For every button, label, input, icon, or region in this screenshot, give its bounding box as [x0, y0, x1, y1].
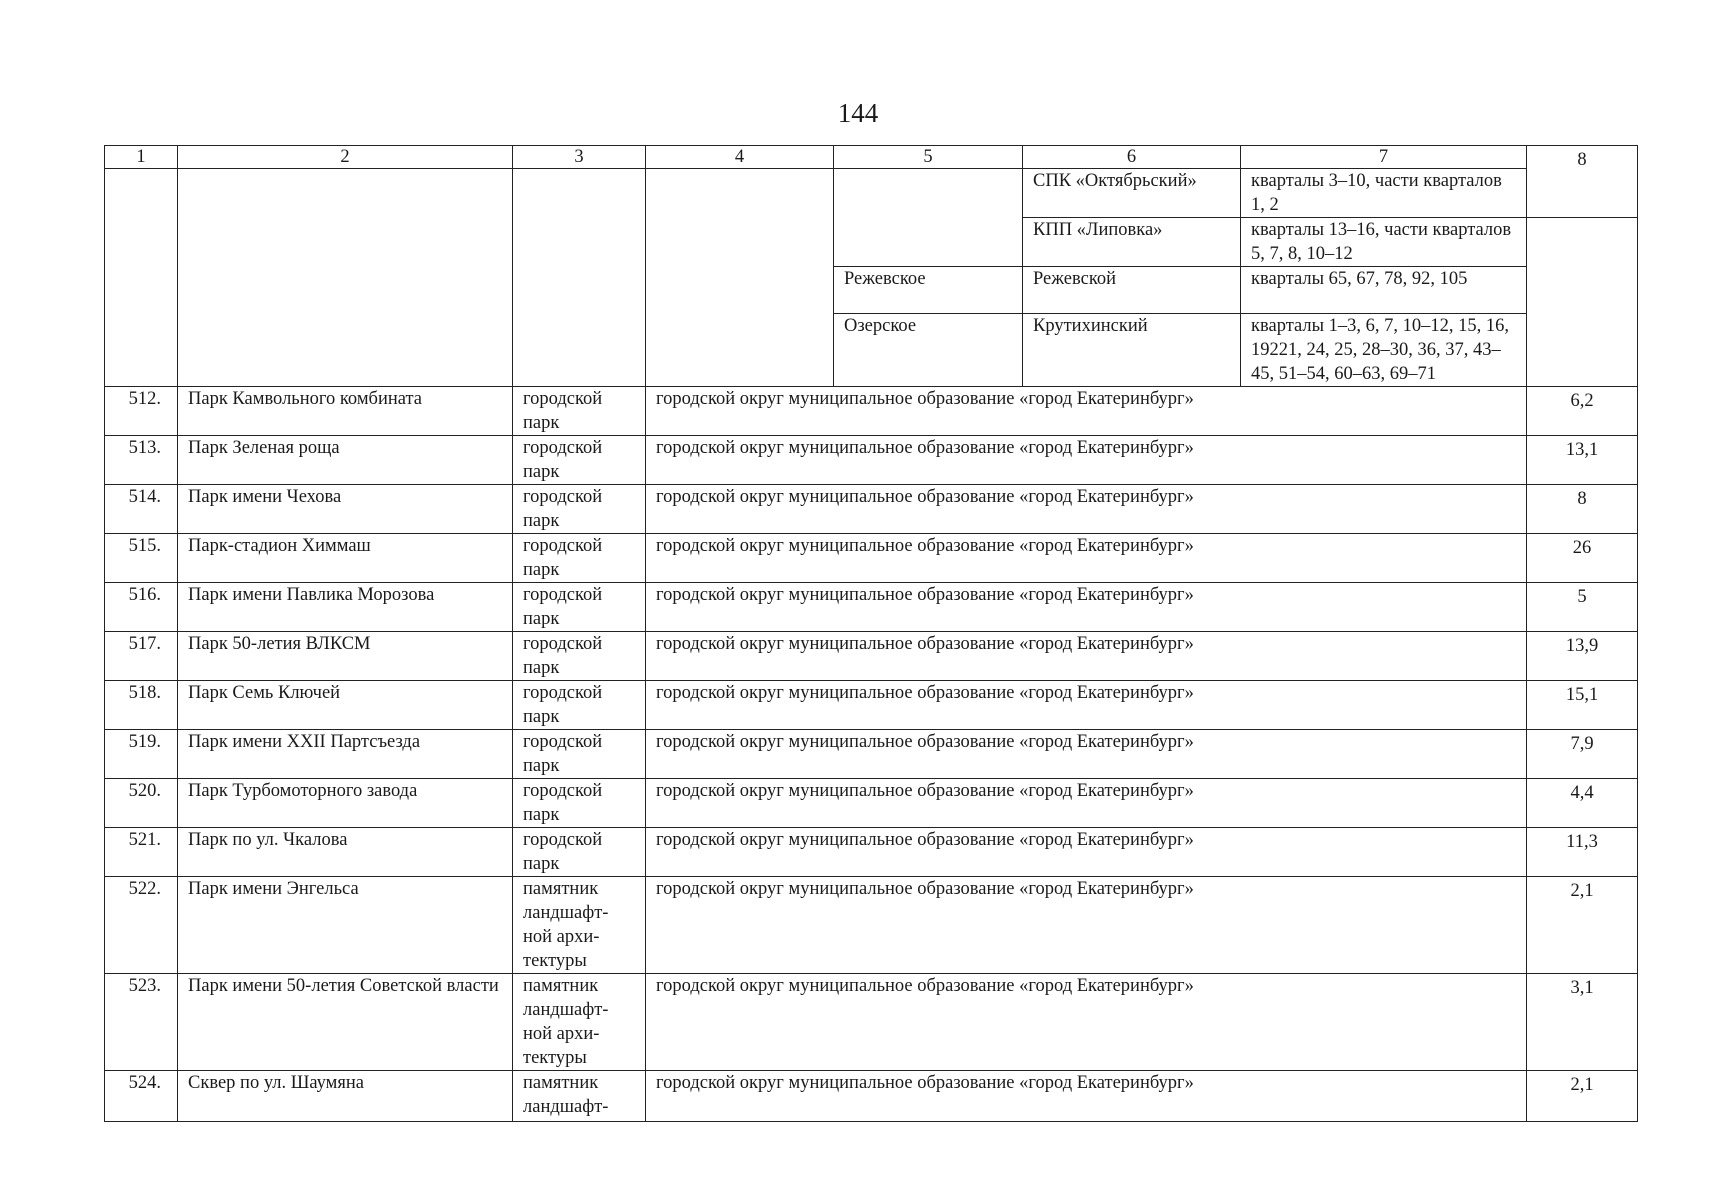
table-row [105, 1071, 1638, 1122]
table-row [105, 974, 1638, 1071]
row-number-cell: 519. [105, 730, 178, 779]
table-row [105, 828, 1638, 877]
area-cell: 6,2 [1527, 387, 1638, 436]
location-cell: городской округ муниципальное образование «город Екатеринбург» [646, 730, 1527, 779]
column-number-header: 5 [834, 146, 1023, 169]
table-row [105, 485, 1638, 534]
location-cell: городской округ муниципальное образование «город Екатеринбург» [646, 877, 1527, 974]
park-name-cell: Парк Камвольного комбината [178, 387, 513, 436]
park-type-cell: городской парк [513, 632, 646, 681]
row-number-cell: 520. [105, 779, 178, 828]
park-type-cell: городской парк [513, 485, 646, 534]
park-name-cell: Парк 50-летия ВЛКСМ [178, 632, 513, 681]
park-name-cell: Парк имени 50-летия Советской власти [178, 974, 513, 1071]
park-type-cell: городской парк [513, 436, 646, 485]
forestry-cell: Режевское [834, 267, 1023, 314]
protected-areas-table [104, 145, 1638, 1122]
column-number-header: 7 [1241, 146, 1527, 169]
park-name-cell: Парк-стадион Химмаш [178, 534, 513, 583]
area-cell: 26 [1527, 534, 1638, 583]
row-number-cell: 518. [105, 681, 178, 730]
park-name-cell: Парк имени Чехова [178, 485, 513, 534]
table-row [105, 779, 1638, 828]
table-row [105, 877, 1638, 974]
row-number-cell: 516. [105, 583, 178, 632]
park-name-cell: Сквер по ул. Шаумяна [178, 1071, 513, 1122]
quarters-cell: кварталы 65, 67, 78, 92, 105 [1241, 267, 1527, 314]
district-cell: СПК «Октябрьский» [1023, 169, 1241, 218]
column-number-header: 2 [178, 146, 513, 169]
table-row [105, 387, 1638, 436]
continuation-blank-cell [1527, 218, 1638, 387]
park-type-cell: городской парк [513, 681, 646, 730]
park-name-cell: Парк имени Павлика Морозова [178, 583, 513, 632]
area-cell: 3,1 [1527, 974, 1638, 1071]
row-number-cell: 515. [105, 534, 178, 583]
table-row [105, 730, 1638, 779]
area-cell: 2,1 [1527, 1071, 1638, 1122]
location-cell: городской округ муниципальное образование «город Екатеринбург» [646, 828, 1527, 877]
column-number-header: 3 [513, 146, 646, 169]
park-name-cell: Парк Турбомоторного завода [178, 779, 513, 828]
continuation-row [105, 169, 1638, 218]
row-number-cell: 514. [105, 485, 178, 534]
location-cell: городской округ муниципальное образование «город Екатеринбург» [646, 1071, 1527, 1122]
table-row [105, 583, 1638, 632]
park-type-cell: городской парк [513, 387, 646, 436]
park-name-cell: Парк по ул. Чкалова [178, 828, 513, 877]
area-cell: 13,9 [1527, 632, 1638, 681]
area-cell: 15,1 [1527, 681, 1638, 730]
quarters-cell: кварталы 1–3, 6, 7, 10–12, 15, 16, 19221, 24, 25, 28–30, 36, 37, 43–45, 51–54, 60–63, 69–71 [1241, 314, 1527, 387]
column-number-header: 1 [105, 146, 178, 169]
park-name-cell: Парк Зеленая роща [178, 436, 513, 485]
park-type-cell: памятник ландшафт- [513, 1071, 646, 1122]
continuation-blank-cell [513, 169, 646, 387]
area-cell: 5 [1527, 583, 1638, 632]
location-cell: городской округ муниципальное образование «город Екатеринбург» [646, 387, 1527, 436]
park-type-cell: городской парк [513, 779, 646, 828]
column-number-header: 4 [646, 146, 834, 169]
park-name-cell: Парк имени Энгельса [178, 877, 513, 974]
area-cell: 13,1 [1527, 436, 1638, 485]
continuation-blank-cell [105, 169, 178, 387]
district-cell: КПП «Липовка» [1023, 218, 1241, 267]
area-cell: 7,9 [1527, 730, 1638, 779]
park-type-cell: городской парк [513, 583, 646, 632]
column-number-header: 6 [1023, 146, 1241, 169]
page-number: 144 [837, 98, 879, 128]
quarters-cell: кварталы 13–16, части кварталов 5, 7, 8, 10–12 [1241, 218, 1527, 267]
row-number-cell: 521. [105, 828, 178, 877]
row-number-cell: 513. [105, 436, 178, 485]
location-cell: городской округ муниципальное образование «город Екатеринбург» [646, 632, 1527, 681]
continuation-blank-cell [646, 169, 834, 387]
row-number-cell: 517. [105, 632, 178, 681]
area-cell: 2,1 [1527, 877, 1638, 974]
location-cell: городской округ муниципальное образование «город Екатеринбург» [646, 779, 1527, 828]
quarters-cell: кварталы 3–10, части кварталов 1, 2 [1241, 169, 1527, 218]
park-type-cell: городской парк [513, 534, 646, 583]
column-number-header-row [105, 146, 1638, 169]
location-cell: городской округ муниципальное образование «город Екатеринбург» [646, 436, 1527, 485]
park-name-cell: Парк имени XXII Партсъезда [178, 730, 513, 779]
row-number-cell: 522. [105, 877, 178, 974]
table-row [105, 681, 1638, 730]
area-cell: 4,4 [1527, 779, 1638, 828]
location-cell: городской округ муниципальное образование «город Екатеринбург» [646, 583, 1527, 632]
park-name-cell: Парк Семь Ключей [178, 681, 513, 730]
row-number-cell: 524. [105, 1071, 178, 1122]
forestry-cell: Озерское [834, 314, 1023, 387]
park-type-cell: городской парк [513, 828, 646, 877]
location-cell: городской округ муниципальное образование «город Екатеринбург» [646, 485, 1527, 534]
park-type-cell: памятник ландшафт-ной архи-тектуры [513, 877, 646, 974]
location-cell: городской округ муниципальное образование «город Екатеринбург» [646, 534, 1527, 583]
row-number-cell: 512. [105, 387, 178, 436]
table-row [105, 436, 1638, 485]
continuation-blank-cell [178, 169, 513, 387]
location-cell: городской округ муниципальное образование «город Екатеринбург» [646, 974, 1527, 1071]
table-row [105, 632, 1638, 681]
column-number-header: 8 [1527, 146, 1638, 218]
district-cell: Крутихинский [1023, 314, 1241, 387]
table-row [105, 534, 1638, 583]
area-cell: 8 [1527, 485, 1638, 534]
park-type-cell: памятник ландшафт-ной архи-тектуры [513, 974, 646, 1071]
row-number-cell: 523. [105, 974, 178, 1071]
district-cell: Режевской [1023, 267, 1241, 314]
forestry-cell [834, 169, 1023, 267]
park-type-cell: городской парк [513, 730, 646, 779]
location-cell: городской округ муниципальное образование «город Екатеринбург» [646, 681, 1527, 730]
area-cell: 11,3 [1527, 828, 1638, 877]
